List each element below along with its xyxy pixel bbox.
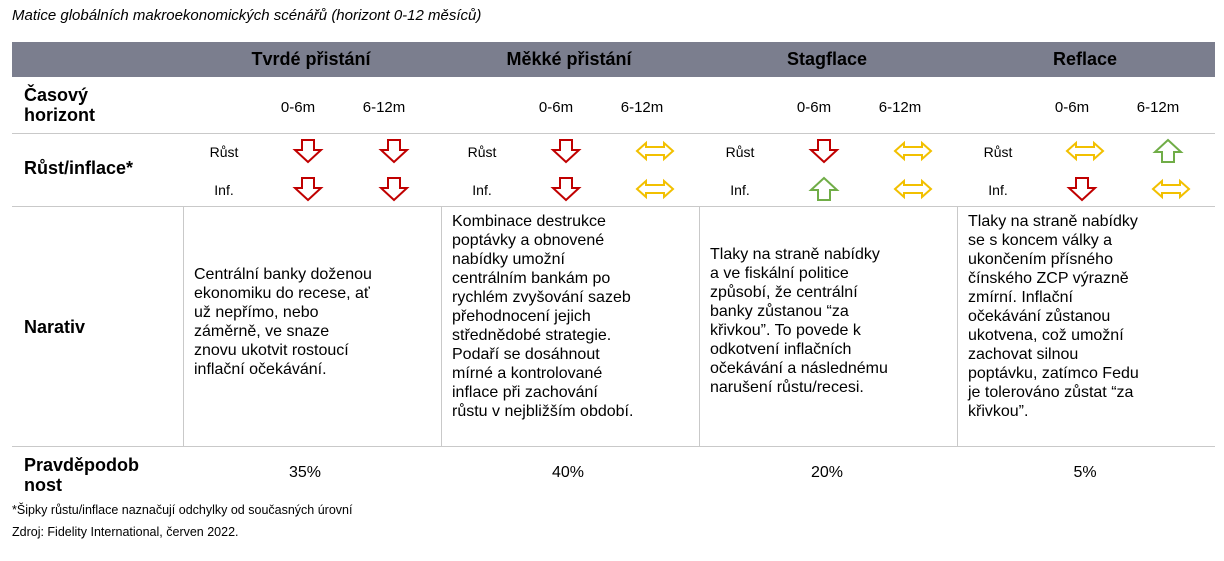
horizon-label-6-12m: 6-12m	[878, 99, 922, 116]
column-divider	[441, 206, 442, 446]
horizon-label-0-6m: 0-6m	[1054, 99, 1090, 116]
down-arrow-icon	[549, 138, 583, 164]
row-label-narrative: Narativ	[24, 317, 86, 337]
down-arrow-icon	[1065, 176, 1099, 202]
horizon-label-0-6m: 0-6m	[538, 99, 574, 116]
down-arrow-icon	[807, 138, 841, 164]
horizon-label-0-6m: 0-6m	[796, 99, 832, 116]
scenario-header-row	[12, 42, 1215, 77]
divider-line	[12, 446, 1215, 447]
probability-stagflation: 20%	[810, 464, 844, 481]
row-label-horizon: Časový horizont	[24, 85, 95, 125]
up-arrow-icon	[807, 176, 841, 202]
narrative-hard-landing: Centrální banky doženou ekonomiku do recese, ať už nepřímo, nebo záměrně, ve snaze znovu ukotvit rostoucí inflační očekávání.	[194, 266, 372, 378]
left-right-arrow-icon	[635, 176, 669, 202]
growth-label: Růst	[983, 144, 1013, 160]
narrative-reflation: Tlaky na straně nabídky se s koncem války a ukončením přísného čínského ZCP výrazně zmírní. Inflační očekávání zůstanou ukotvena, což umožní zachovat silnou poptávku, zatímco Fedu je tolerováno zůstat “za křivkou”.	[968, 213, 1139, 420]
footnote-source: Zdroj: Fidelity International, červen 2022.	[12, 525, 239, 539]
down-arrow-icon	[291, 176, 325, 202]
up-arrow-icon	[1151, 138, 1185, 164]
horizon-label-6-12m: 6-12m	[620, 99, 664, 116]
left-right-arrow-icon	[893, 138, 927, 164]
horizon-label-6-12m: 6-12m	[362, 99, 406, 116]
down-arrow-icon	[377, 176, 411, 202]
narrative-soft-landing: Kombinace destrukce poptávky a obnovené nabídky umožní centrálním bankám po rychlém zvyšování sazeb přehodnocení jejich střednědobé strategie. Podaří se dosáhnout mírné a kontrolované inflace při zachování růstu v nejbližším období.	[452, 213, 634, 420]
left-right-arrow-icon	[635, 138, 669, 164]
horizon-label-6-12m: 6-12m	[1136, 99, 1180, 116]
growth-label: Růst	[725, 144, 755, 160]
down-arrow-icon	[291, 138, 325, 164]
row-label-probability: Pravděpodob nost	[24, 455, 140, 495]
horizon-label-0-6m: 0-6m	[280, 99, 316, 116]
column-divider	[183, 206, 184, 446]
probability-reflation: 5%	[1073, 464, 1097, 481]
left-right-arrow-icon	[893, 176, 927, 202]
divider-line	[12, 133, 1215, 134]
column-divider	[699, 206, 700, 446]
footnote-arrows: *Šipky růstu/inflace naznačují odchylky od současných úrovní	[12, 503, 353, 517]
down-arrow-icon	[377, 138, 411, 164]
left-right-arrow-icon	[1065, 138, 1099, 164]
growth-label: Růst	[209, 144, 239, 160]
scenario-header-hard-landing: Tvrdé přistání	[251, 49, 371, 69]
scenario-header-reflation: Reflace	[1052, 49, 1118, 69]
inflation-label: Inf.	[214, 182, 234, 198]
down-arrow-icon	[549, 176, 583, 202]
row-label-growth-inflation: Růst/inflace*	[24, 158, 134, 178]
inflation-label: Inf.	[988, 182, 1008, 198]
growth-label: Růst	[467, 144, 497, 160]
inflation-label: Inf.	[730, 182, 750, 198]
table-title: Matice globálních makroekonomických scénářů (horizont 0-12 měsíců)	[12, 7, 482, 24]
divider-line	[12, 206, 1215, 207]
scenario-header-stagflation: Stagflace	[786, 49, 868, 69]
column-divider	[957, 206, 958, 446]
narrative-stagflation: Tlaky na straně nabídky a ve fiskální politice způsobí, že centrální banky zůstanou “za křivkou”. To povede k odkotvení inflačních očekávání a následnému narušení růstu/recesi.	[710, 246, 888, 396]
probability-soft-landing: 40%	[551, 464, 585, 481]
probability-hard-landing: 35%	[288, 464, 322, 481]
scenario-header-soft-landing: Měkké přistání	[506, 49, 632, 69]
inflation-label: Inf.	[472, 182, 492, 198]
left-right-arrow-icon	[1151, 176, 1185, 202]
